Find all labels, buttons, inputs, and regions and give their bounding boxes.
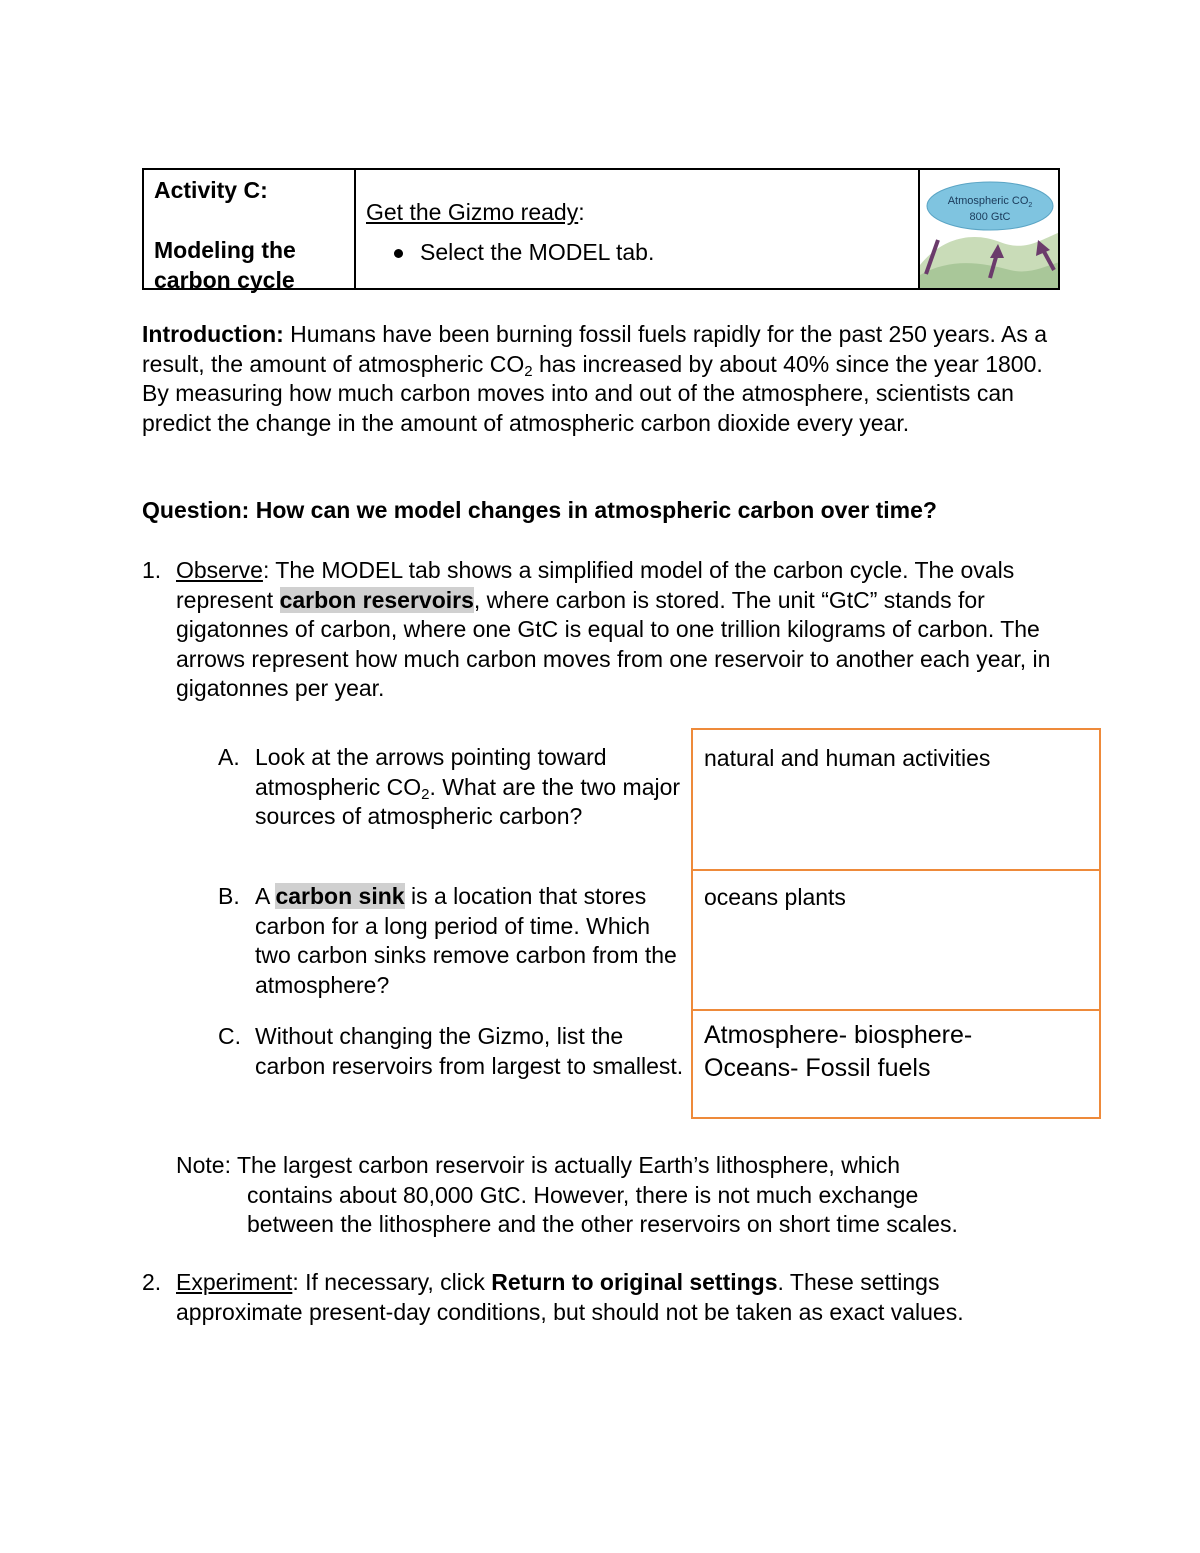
experiment-label: Experiment	[176, 1269, 293, 1295]
activity-header-table	[142, 168, 1060, 293]
carbon-reservoirs-highlight: carbon reservoirs	[279, 586, 474, 613]
activity-title-cell	[144, 170, 356, 293]
gizmo-ready-cell	[356, 170, 920, 288]
observe-label: Observe	[176, 557, 263, 583]
answer-table	[691, 728, 1101, 1119]
introduction-paragraph	[142, 320, 1072, 438]
subquestion-a-text-a: Look at the arrows pointing toward atmospheric CO	[255, 744, 607, 800]
observe-text-a: : The MODEL tab shows a simplified model of the carbon cycle. The ovals represent	[176, 557, 1015, 613]
gizmo-ready-colon: :	[578, 199, 585, 225]
thumb-label-line1: Atmospheric $CO_2$	[947, 195, 1033, 209]
subquestion-letter: C.	[218, 1023, 241, 1049]
item-number: 2.	[142, 1269, 162, 1295]
gizmo-ready-heading: Get the Gizmo ready	[366, 199, 579, 225]
return-to-original-settings: Return to original settings	[491, 1269, 778, 1295]
experiment-text-a: : If necessary, click	[292, 1269, 492, 1295]
subquestion-letter: A.	[218, 744, 240, 770]
bullet-icon	[394, 249, 403, 258]
subquestion-b	[218, 882, 688, 1000]
note-line1: Note: The largest carbon reservoir is actually Earth’s lithosphere, which	[176, 1152, 900, 1178]
subquestion-a	[218, 743, 688, 832]
subquestion-c	[218, 1022, 688, 1081]
subquestion-c-text: Without changing the Gizmo, list the carbon reservoirs from largest to smallest.	[255, 1023, 684, 1079]
activity-title-line2: carbon cycle	[154, 267, 295, 293]
item-number: 1.	[142, 557, 162, 583]
experiment-text-b: . These settings approximate present-day conditions, but should not be taken as exact values.	[176, 1269, 964, 1325]
answer-c-line1: Atmosphere- biosphere-	[704, 1021, 973, 1049]
answer-c-field[interactable]	[693, 1009, 1099, 1119]
intro-text-b: has increased by about 40% since the year 1800. By measuring how much carbon moves into and out of the atmosphere, scientists can predict the change in the amount of atmospheric carbon dioxide every year.	[142, 350, 1043, 436]
item-experiment	[142, 1268, 1072, 1327]
subquestion-letter: B.	[218, 883, 240, 909]
activity-title-line1: Modeling the	[154, 237, 296, 263]
gizmo-step	[366, 237, 918, 267]
subquestion-b-text-b: is a location that stores carbon for a long period of time. Which two carbon sinks remove carbon from the atmosphere?	[255, 883, 677, 998]
subquestion-b-text-a: A	[255, 883, 276, 909]
subquestion-a-text-b: . What are the two major sources of atmospheric carbon?	[255, 773, 681, 830]
note-line2: contains about 80,000 GtC. However, there is not much exchange	[247, 1181, 919, 1208]
note-line3: between the lithosphere and the other reservoirs on short time scales.	[247, 1211, 958, 1238]
thumb-label-line2: 800 GtC	[969, 211, 1011, 223]
answer-a-field[interactable]: natural and human activities	[704, 745, 991, 771]
atmosphere-thumbnail-image	[920, 170, 1058, 288]
answer-c-line2: Oceans- Fossil fuels	[704, 1054, 931, 1082]
gizmo-thumbnail	[920, 170, 1058, 288]
activity-label: Activity C:	[154, 177, 268, 203]
answer-b-field[interactable]: oceans plants	[693, 869, 1099, 1009]
carbon-sink-highlight: carbon sink	[275, 883, 405, 909]
intro-co2-subscript: 2	[524, 362, 533, 380]
gizmo-step-text: Select the MODEL tab.	[420, 239, 655, 265]
intro-text-a: Humans have been burning fossil fuels rapidly for the past 250 years. As a result, the amount of atmospheric CO	[142, 321, 1048, 377]
note-paragraph	[176, 1151, 1066, 1240]
intro-label: Introduction:	[142, 321, 284, 347]
subquestion-a-subscript: 2	[421, 785, 430, 803]
observe-text-b: , where carbon is stored. The unit “GtC” stands for gigatonnes of carbon, where one GtC is equal to one trillion kilograms of carbon. The arrows represent how much carbon moves from one reservoir to another each year, in gigatonnes per year.	[176, 586, 1051, 702]
item-observe	[142, 556, 1072, 704]
question-heading: Question: How can we model changes in atmospheric carbon over time?	[142, 497, 937, 523]
